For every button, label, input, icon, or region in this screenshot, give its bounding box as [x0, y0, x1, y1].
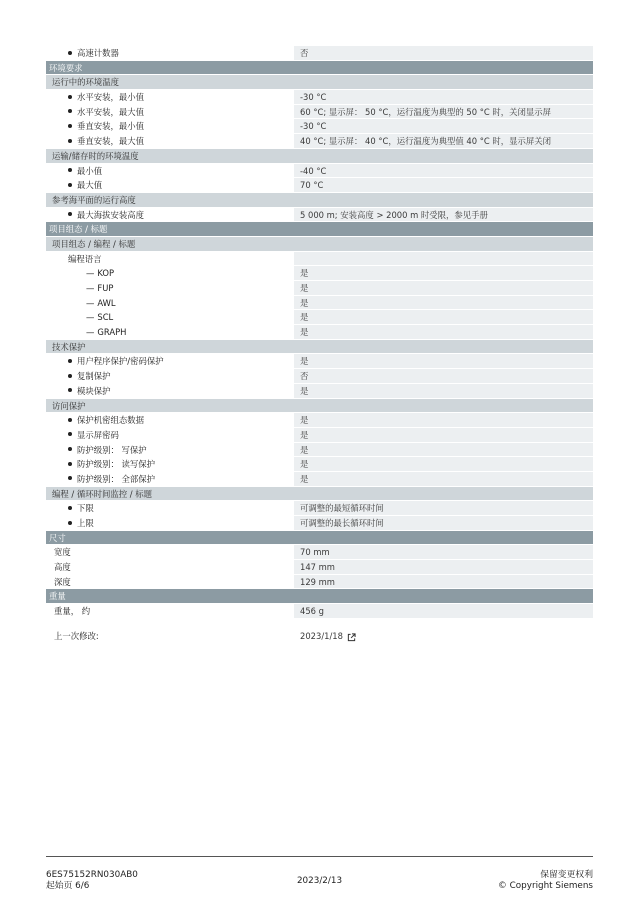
table-row-programming-language: [46, 252, 593, 267]
table-row: [46, 575, 593, 590]
row-label: 重量， 约: [46, 604, 294, 618]
section-dimensions: 尺寸: [46, 531, 593, 546]
last-modified-row: [46, 629, 593, 644]
subsection-cycle-time-monitoring: 编程 / 循环时间监控 / 标题: [46, 487, 593, 502]
table-row: [46, 208, 593, 223]
row-value: 456 g: [294, 604, 593, 618]
table-row: [46, 545, 593, 560]
row-label: 最大值: [77, 180, 103, 191]
row-label: 模块保护: [77, 385, 111, 396]
row-value: 70 mm: [294, 545, 593, 559]
row-value: 是: [294, 384, 593, 398]
row-label: 用户程序保护/密码保护: [77, 356, 164, 367]
row-label: 防护级别： 全部保护: [77, 473, 156, 484]
table-row: — AWL 是: [46, 296, 593, 311]
subsection-programming: 项目组态 / 编程 / 标题: [46, 237, 593, 252]
table-row: [46, 90, 593, 105]
row-value: 147 mm: [294, 560, 593, 574]
row-value: 60 °C; 显示屏： 50 °C，运行温度为典型的 50 °C 时，关闭显示屏: [294, 105, 593, 119]
row-label: 水平安装，最小值: [77, 92, 144, 103]
rights-notice: 保留变更权利: [540, 870, 593, 880]
table-row: [46, 105, 593, 120]
table-row: [46, 443, 593, 458]
page-number: 起始页 6/6: [46, 881, 90, 891]
copyright: © Copyright Siemens: [498, 881, 593, 891]
row-value: 是: [294, 281, 593, 295]
row-label: SCL: [97, 312, 114, 323]
row-label: 高速计数器: [77, 48, 119, 58]
row-value: 可调整的最短循环时间: [294, 501, 593, 515]
row-label: 最大海拔安装高度: [77, 209, 144, 220]
row-value: 129 mm: [294, 575, 593, 589]
last-modified-label: 上一次修改:: [46, 629, 294, 643]
table-row: [46, 501, 593, 516]
row-label: 下限: [77, 503, 94, 514]
row-label: 最小值: [77, 165, 103, 176]
table-row: [46, 164, 593, 179]
row-value: 是: [294, 310, 593, 324]
table-row: [46, 369, 593, 384]
row-label: 深度: [46, 575, 294, 589]
print-date: 2023/2/13: [296, 876, 343, 886]
row-value: 是: [294, 296, 593, 310]
row-label: AWL: [97, 297, 116, 308]
row-high-speed-counter: [46, 46, 593, 61]
external-link-icon[interactable]: [347, 632, 356, 641]
row-label: 水平安装，最大值: [77, 106, 144, 117]
table-row: [46, 119, 593, 134]
row-value: 70 °C: [294, 178, 593, 192]
subsection-operating-temperature: 运行中的环境温度: [46, 75, 593, 90]
row-value: 是: [294, 428, 593, 442]
subsection-know-how-protection: 技术保护: [46, 340, 593, 355]
table-row: [46, 354, 593, 369]
row-value: 是: [294, 413, 593, 427]
table-row: — FUP 是: [46, 281, 593, 296]
table-row: — KOP 是: [46, 266, 593, 281]
subsection-altitude: 参考海平面的运行高度: [46, 193, 593, 208]
row-value: 是: [294, 457, 593, 471]
row-value: 是: [294, 354, 593, 368]
table-row: [46, 560, 593, 575]
row-value: 40 °C; 显示屏： 40 °C，运行温度为典型值 40 °C 时，显示屏关闭: [294, 134, 593, 148]
table-row: [46, 428, 593, 443]
table-row: [46, 413, 593, 428]
row-value: 是: [294, 325, 593, 339]
row-value: -40 °C: [294, 164, 593, 178]
row-value: 是: [294, 443, 593, 457]
table-row: [46, 384, 593, 399]
row-label: 防护级别： 写保护: [77, 444, 147, 455]
row-label: 编程语言: [46, 252, 294, 266]
row-label: 宽度: [46, 545, 294, 559]
subsection-access-protection: 访问保护: [46, 399, 593, 414]
last-modified-date: 2023/1/18: [300, 630, 343, 641]
row-label: 保护机密组态数据: [77, 415, 144, 426]
page-footer: [46, 856, 593, 891]
row-label: 垂直安装，最小值: [77, 121, 144, 132]
row-label: 上限: [77, 518, 94, 528]
row-label: 防护级别： 读写保护: [77, 459, 156, 470]
table-row: [46, 472, 593, 487]
table-row: — GRAPH 是: [46, 325, 593, 340]
row-value: -30 °C: [294, 119, 593, 133]
row-label: 垂直安装，最大值: [77, 136, 144, 147]
row-value: 否: [294, 46, 593, 60]
order-number: 6ES75152RN030AB0: [46, 870, 138, 880]
row-label: GRAPH: [97, 327, 127, 338]
table-row: [46, 134, 593, 149]
row-value: 5 000 m; 安装高度 > 2000 m 时受限，参见手册: [294, 208, 593, 222]
row-label: 复制保护: [77, 371, 111, 382]
table-row: [46, 516, 593, 531]
row-value: 否: [294, 369, 593, 383]
section-weight: 重量: [46, 589, 593, 604]
row-label: 高度: [46, 560, 294, 574]
row-value: 是: [294, 472, 593, 486]
table-row: [46, 178, 593, 193]
table-row: [46, 604, 593, 619]
subsection-storage-temperature: 运输/储存时的环境温度: [46, 149, 593, 164]
table-row: — SCL 是: [46, 310, 593, 325]
datasheet: [46, 46, 593, 644]
section-configuration: 项目组态 / 标题: [46, 222, 593, 237]
row-value: 可调整的最长循环时间: [294, 516, 593, 530]
row-value: 是: [294, 266, 593, 280]
row-value: -30 °C: [294, 90, 593, 104]
row-label: 显示屏密码: [77, 429, 119, 440]
row-label: FUP: [97, 283, 114, 293]
table-row: [46, 457, 593, 472]
section-environment: 环境要求: [46, 61, 593, 76]
row-label: KOP: [97, 268, 115, 279]
